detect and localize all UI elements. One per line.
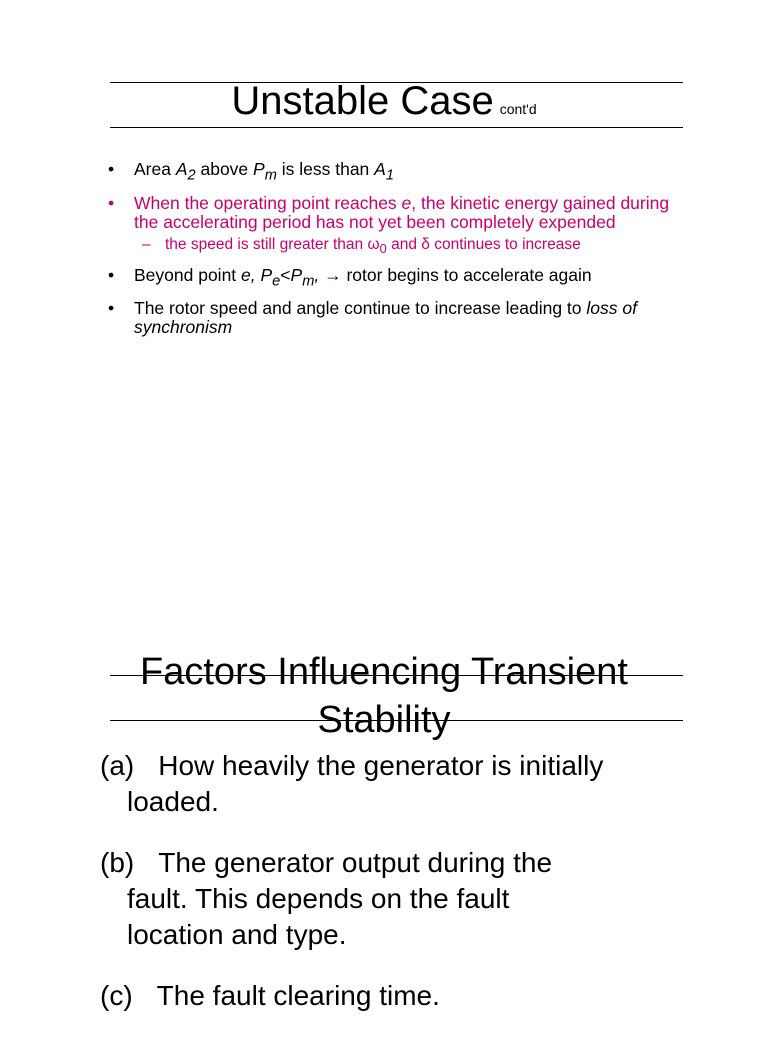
bullet-dot: • [108,192,115,213]
item-label: (b) [100,847,135,878]
slide-title [0,648,768,744]
title-line-2: Stability [317,699,451,741]
title-rule-bottom [110,127,683,128]
sub-bullet-speed: – the speed is still greater than $\omega_0$ and δ continues to increase [142,235,581,256]
slide-title [0,78,768,132]
bullet-dot: • [108,159,115,179]
title-rule-top [110,675,683,676]
item-label: (c) [100,980,133,1011]
bullet-operating-point: • When the operating point reaches e, the kinetic energy gained during the accelerating period has not yet been completely expended [108,192,670,232]
item-label: (a) [100,750,135,781]
bullet-area-a2: • Area $A_2$ above $P_m$ is less than $A_1$ [108,159,394,184]
slide-unstable-case [0,0,768,512]
factor-item-c: (c) The fault clearing time. [100,980,440,1011]
title-line-1: Factors Influencing Transient [140,651,628,693]
bullet-dot: • [108,298,115,319]
bullet-beyond-point: • Beyond point e, $P_e<P_m$, → rotor begins to accelerate again [108,264,592,290]
factor-item-a: (a) How heavily the generator is initially loaded. [100,750,604,817]
title-text: Unstable Case [231,79,494,123]
factor-list [100,748,700,1039]
title-suffix: cont'd [499,101,537,117]
factor-item-b: (b) The generator output during the fault. This depends on the fault location and type. [100,847,553,950]
bullet-dot: • [108,264,115,285]
bullet-loss-of-sync: • The rotor speed and angle continue to increase leading to loss of synchronism [108,298,637,338]
sub-bullet-dash: – [142,235,151,253]
bullet-list [108,160,683,345]
slide-factors [0,512,768,1024]
title-rule-bottom [110,720,683,721]
